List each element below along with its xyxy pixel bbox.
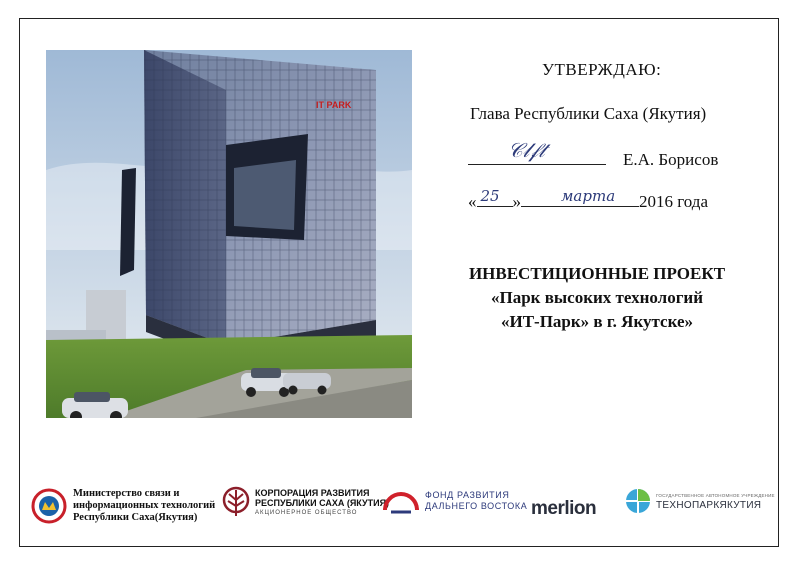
signature-line: [468, 138, 606, 165]
technopark-logo: [623, 486, 775, 516]
date-year: 2016 года: [639, 192, 709, 211]
signature-row: [468, 138, 719, 170]
approval-role: Глава Республики Саха (Якутия): [470, 104, 707, 123]
merlion-wordmark: merlion: [531, 498, 597, 519]
ministry-logo: [31, 486, 215, 526]
fund-arc-icon: [381, 486, 421, 516]
partner-logos: [19, 486, 779, 536]
corporation-logo: [221, 486, 389, 520]
signatory-name: Е.А. Борисов: [623, 150, 719, 169]
ministry-line-1: Министерство связи и: [73, 488, 180, 499]
fund-logo: [381, 486, 527, 516]
corporation-line-2: РЕСПУБЛИКИ САХА (ЯКУТИЯ): [255, 498, 390, 508]
date-day: 25: [480, 187, 500, 205]
ministry-line-3: Республики Саха(Якутия): [73, 512, 198, 523]
fund-line-2: ДАЛЬНЕГО ВОСТОКА: [425, 501, 528, 511]
handwritten-signature: 𝒞𝓁𝒻𝓉: [508, 138, 545, 162]
ministry-emblem-icon: [31, 486, 67, 526]
date-row: [468, 188, 708, 212]
date-open-quote: «: [468, 192, 477, 211]
fund-line-1: ФОНД РАЗВИТИЯ: [425, 490, 510, 500]
date-close-quote: »: [512, 192, 521, 211]
building-illustration: [46, 50, 412, 418]
date-month: марта: [561, 187, 616, 205]
date-month-line: [521, 188, 639, 207]
project-line-1: ИНВЕСТИЦИОННЫЕ ПРОЕКТ: [468, 264, 726, 283]
building-sign: IT PARK: [316, 100, 352, 110]
corporation-line-3: АКЦИОНЕРНОЕ ОБЩЕСТВО: [255, 510, 358, 516]
corporation-line-1: КОРПОРАЦИЯ РАЗВИТИЯ: [255, 488, 370, 498]
merlion-logo: [531, 498, 596, 520]
building-rendering: [46, 50, 412, 418]
ministry-line-2: информационных технологий: [73, 500, 216, 511]
corporation-tree-icon: [221, 486, 251, 520]
project-line-3: «ИТ-Парк» в г. Якутске»: [500, 312, 694, 331]
date-day-line: [477, 188, 513, 207]
project-title: [432, 262, 762, 334]
technopark-wordmark: ТЕХНОПАРКЯКУТИЯ: [656, 500, 762, 511]
technopark-subtitle: ГОСУДАРСТВЕННОЕ АВТОНОМНОЕ УЧРЕЖДЕНИЕ: [656, 493, 775, 498]
approval-title: УТВЕРЖДАЮ:: [542, 60, 662, 79]
project-line-2: «Парк высоких технологий: [490, 288, 704, 307]
technopark-globe-icon: [623, 486, 653, 516]
